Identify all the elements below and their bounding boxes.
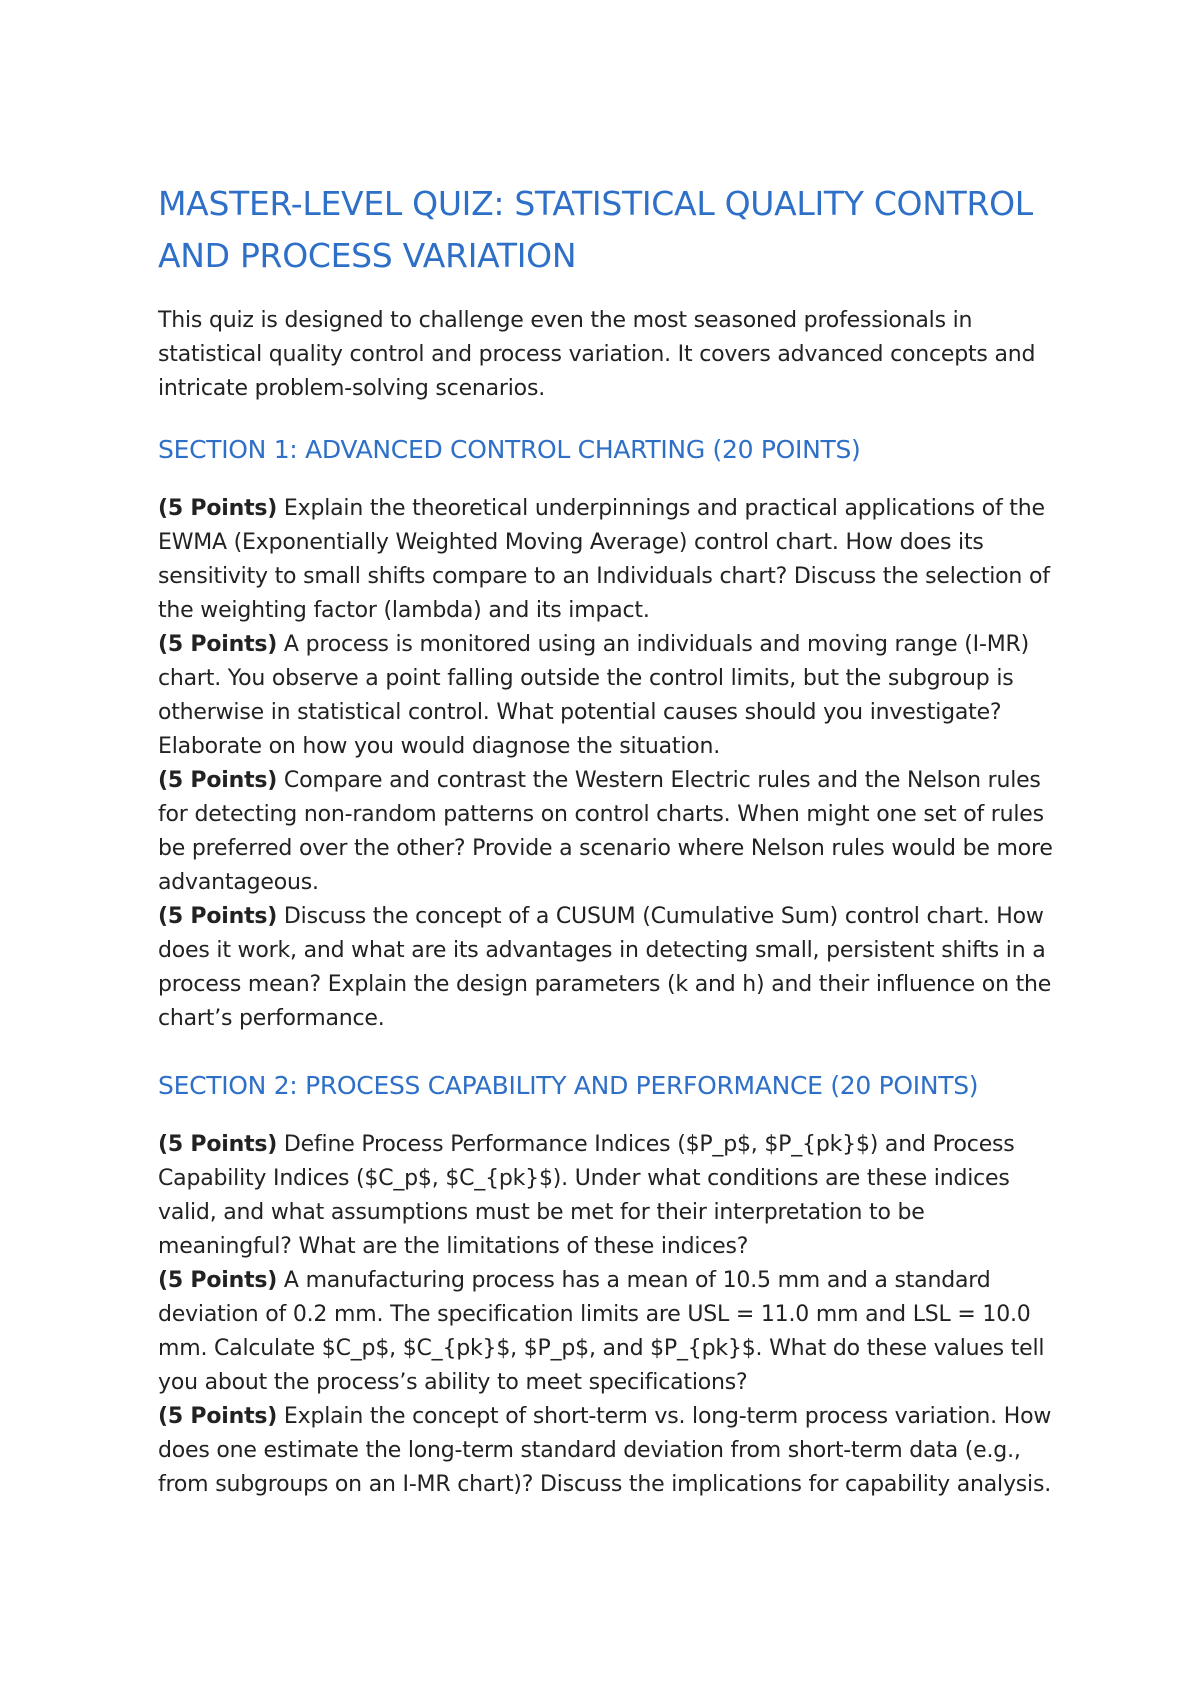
question-points: (5 Points) bbox=[158, 768, 278, 793]
page-title: MASTER-LEVEL QUIZ: STATISTICAL QUALITY CONTROL AND PROCESS VARIATION bbox=[158, 184, 1033, 275]
section-1-questions bbox=[158, 492, 1058, 1036]
section-1-heading: SECTION 1: ADVANCED CONTROL CHARTING (20 POINTS) bbox=[158, 435, 861, 464]
document-page bbox=[158, 178, 1058, 1502]
question-text: Discuss the concept of a CUSUM (Cumulative Sum) control chart. How does it work, and what are its advantages in detecting small, persistent shifts in a process mean? Explain the design parameters (k and h) and their influence on the chart’s performance. bbox=[158, 904, 1052, 1031]
question-2-2 bbox=[158, 1264, 1058, 1400]
intro-paragraph: This quiz is designed to challenge even the most seasoned professionals in statistical quality control and process variation. It covers advanced concepts and intricate problem-solving scenarios. bbox=[158, 308, 1036, 401]
section-2-questions bbox=[158, 1128, 1058, 1502]
section-2-heading: SECTION 2: PROCESS CAPABILITY AND PERFORMANCE (20 POINTS) bbox=[158, 1071, 979, 1100]
question-1-3 bbox=[158, 764, 1058, 900]
question-text: A process is monitored using an individuals and moving range (I-MR) chart. You observe a point falling outside the control limits, but the subgroup is otherwise in statistical control. What potential causes should you investigate? Elaborate on how you would diagnose the situation. bbox=[158, 632, 1029, 759]
question-points: (5 Points) bbox=[158, 496, 278, 521]
question-1-2 bbox=[158, 628, 1058, 764]
question-text: Explain the concept of short-term vs. long-term process variation. How does one estimate the long-term standard deviation from short-term data (e.g., from subgroups on an I-MR chart)? Discuss the implications for capability analysis. bbox=[158, 1404, 1052, 1497]
question-text: Explain the theoretical underpinnings and practical applications of the EWMA (Exponentially Weighted Moving Average) control chart. How does its sensitivity to small shifts compare to an Individuals chart? Discuss the selection of the weighting factor (lambda) and its impact. bbox=[158, 496, 1050, 623]
question-2-1 bbox=[158, 1128, 1058, 1264]
question-text: Compare and contrast the Western Electric rules and the Nelson rules for detecting non-random patterns on control charts. When might one set of rules be preferred over the other? Provide a scenario where Nelson rules would be more advantageous. bbox=[158, 768, 1053, 895]
question-1-1 bbox=[158, 492, 1058, 628]
question-text: A manufacturing process has a mean of 10.5 mm and a standard deviation of 0.2 mm. The specification limits are USL = 11.0 mm and LSL = 10.0 mm. Calculate $C_p$, $C_{pk}$, $P_p$, and $P_{pk}$. What do these values tell you about the process’s ability to meet specifications? bbox=[158, 1268, 1045, 1395]
question-points: (5 Points) bbox=[158, 1268, 278, 1293]
question-points: (5 Points) bbox=[158, 1132, 278, 1157]
question-2-3 bbox=[158, 1400, 1058, 1502]
question-text: Define Process Performance Indices ($P_p$, $P_{pk}$) and Process Capability Indices ($C_p$, $C_{pk}$). Under what conditions are these indices valid, and what assumptions must be met for their interpretation to be meaningful? What are the limitations of these indices? bbox=[158, 1132, 1015, 1259]
question-points: (5 Points) bbox=[158, 632, 278, 657]
question-points: (5 Points) bbox=[158, 904, 278, 929]
question-points: (5 Points) bbox=[158, 1404, 278, 1429]
question-1-4 bbox=[158, 900, 1058, 1036]
